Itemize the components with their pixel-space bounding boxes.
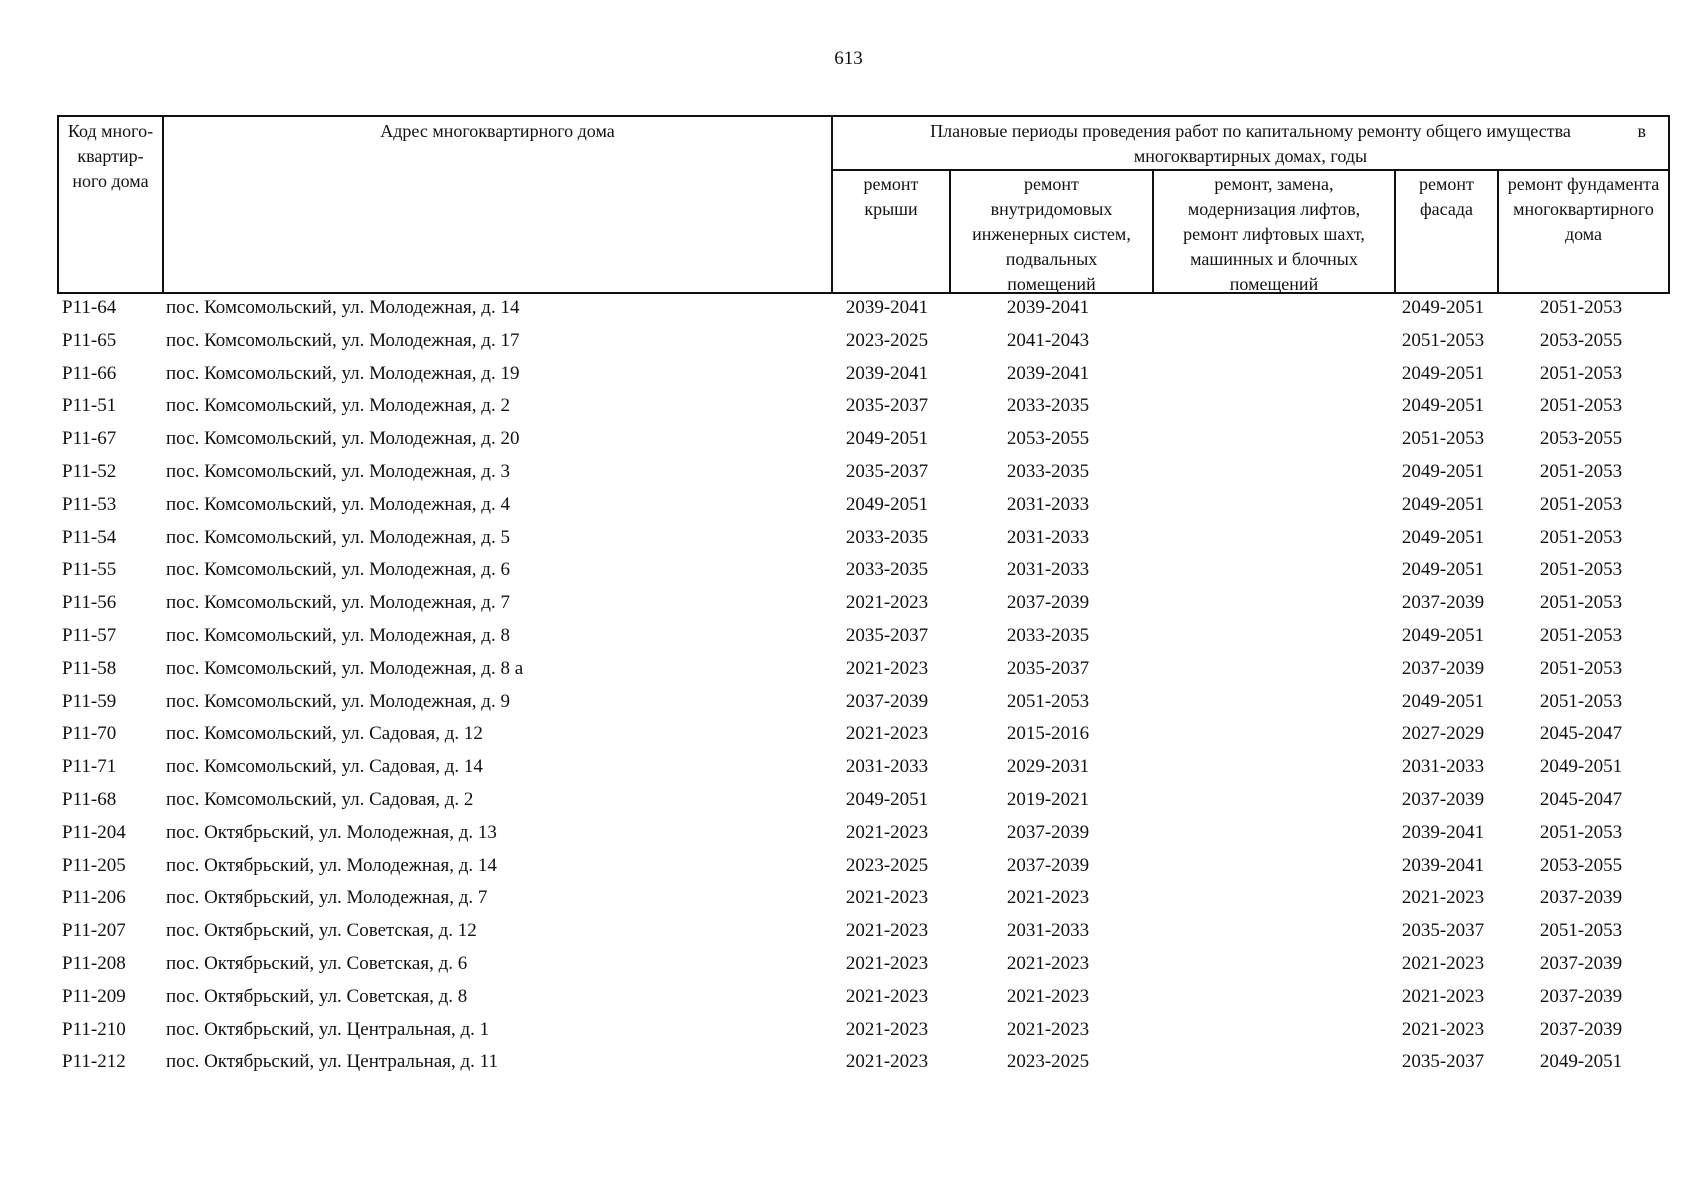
cell-roof: 2039-2041 [845,297,929,318]
cell-foundation: 2037-2039 [1539,1019,1623,1040]
cell-code: Р11-53 [62,494,117,515]
cell-systems: 2031-2033 [1006,559,1090,580]
cell-roof: 2023-2025 [845,330,929,351]
cell-roof: 2049-2051 [845,789,929,810]
cell-code: Р11-65 [62,330,117,351]
cell-roof: 2021-2023 [845,592,929,613]
cell-roof: 2035-2037 [845,625,929,646]
cell-foundation: 2051-2053 [1539,822,1623,843]
cell-facade: 2049-2051 [1401,527,1485,548]
cell-facade: 2039-2041 [1401,855,1485,876]
cell-facade: 2049-2051 [1401,559,1485,580]
cell-code: Р11-205 [62,855,126,876]
cell-code: Р11-64 [62,297,117,318]
cell-roof: 2023-2025 [845,855,929,876]
cell-code: Р11-208 [62,953,126,974]
cell-foundation: 2051-2053 [1539,625,1623,646]
cell-foundation: 2051-2053 [1539,297,1623,318]
cell-code: Р11-206 [62,887,126,908]
cell-address: пос. Октябрьский, ул. Молодежная, д. 7 [166,887,488,908]
header-address: Адрес многоквартирного дома [380,121,615,141]
cell-foundation: 2051-2053 [1539,363,1623,384]
cell-systems: 2031-2033 [1006,527,1090,548]
cell-systems: 2039-2041 [1006,297,1090,318]
cell-facade: 2035-2037 [1401,1051,1485,1072]
cell-foundation: 2053-2055 [1539,855,1623,876]
cell-foundation: 2051-2053 [1539,559,1623,580]
cell-code: Р11-52 [62,461,117,482]
cell-facade: 2049-2051 [1401,461,1485,482]
cell-foundation: 2051-2053 [1539,691,1623,712]
cell-roof: 2021-2023 [845,658,929,679]
cell-foundation: 2051-2053 [1539,920,1623,941]
cell-systems: 2053-2055 [1006,428,1090,449]
cell-roof: 2021-2023 [845,822,929,843]
cell-address: пос. Комсомольский, ул. Молодежная, д. 8 [166,625,510,646]
cell-roof: 2049-2051 [845,494,929,515]
cell-systems: 2037-2039 [1006,855,1090,876]
cell-code: Р11-68 [62,789,117,810]
cell-systems: 2021-2023 [1006,887,1090,908]
cell-facade: 2021-2023 [1401,887,1485,908]
cell-facade: 2049-2051 [1401,395,1485,416]
cell-code: Р11-209 [62,986,126,1007]
header-foundation: ремонт фундамента многоквартирного дома [1507,174,1660,244]
cell-address: пос. Комсомольский, ул. Молодежная, д. 14 [166,297,520,318]
cell-roof: 2021-2023 [845,920,929,941]
cell-roof: 2037-2039 [845,691,929,712]
cell-systems: 2035-2037 [1006,658,1090,679]
cell-facade: 2049-2051 [1401,691,1485,712]
cell-facade: 2039-2041 [1401,822,1485,843]
cell-address: пос. Комсомольский, ул. Молодежная, д. 4 [166,494,510,515]
cell-foundation: 2051-2053 [1539,658,1623,679]
cell-address: пос. Комсомольский, ул. Молодежная, д. 7 [166,592,510,613]
cell-facade: 2051-2053 [1401,330,1485,351]
cell-address: пос. Комсомольский, ул. Молодежная, д. 3 [166,461,510,482]
table-header [57,115,1670,294]
cell-code: Р11-51 [62,395,117,416]
cell-systems: 2033-2035 [1006,395,1090,416]
cell-roof: 2021-2023 [845,986,929,1007]
cell-code: Р11-67 [62,428,117,449]
cell-address: пос. Комсомольский, ул. Молодежная, д. 8 а [166,658,524,679]
cell-code: Р11-59 [62,691,117,712]
cell-facade: 2049-2051 [1401,363,1485,384]
cell-address: пос. Комсомольский, ул. Садовая, д. 14 [166,756,483,777]
cell-roof: 2031-2033 [845,756,929,777]
cell-foundation: 2045-2047 [1539,789,1623,810]
cell-address: пос. Октябрьский, ул. Центральная, д. 11 [166,1051,498,1072]
cell-facade: 2035-2037 [1401,920,1485,941]
cell-foundation: 2051-2053 [1539,494,1623,515]
cell-address: пос. Октябрьский, ул. Советская, д. 6 [166,953,468,974]
cell-systems: 2015-2016 [1006,723,1090,744]
cell-foundation: 2037-2039 [1539,986,1623,1007]
cell-foundation: 2053-2055 [1539,428,1623,449]
cell-foundation: 2037-2039 [1539,953,1623,974]
cell-foundation: 2049-2051 [1539,756,1623,777]
cell-systems: 2023-2025 [1006,1051,1090,1072]
cell-code: Р11-57 [62,625,117,646]
cell-code: Р11-210 [62,1019,126,1040]
cell-foundation: 2051-2053 [1539,395,1623,416]
cell-roof: 2035-2037 [845,461,929,482]
header-planned-periods: Плановые периоды проведения работ по капитальному ремонту общего имущества в многоквартирных домах, годы [930,121,1646,166]
cell-facade: 2049-2051 [1401,297,1485,318]
cell-code: Р11-58 [62,658,117,679]
cell-code: Р11-66 [62,363,117,384]
cell-code: Р11-70 [62,723,117,744]
cell-facade: 2031-2033 [1401,756,1485,777]
cell-facade: 2049-2051 [1401,494,1485,515]
cell-facade: 2037-2039 [1401,592,1485,613]
header-lifts: ремонт, замена, модернизация лифтов, ремонт лифтовых шахт, машинных и блочных помещений [1183,174,1365,294]
cell-address: пос. Октябрьский, ул. Советская, д. 12 [166,920,477,941]
cell-address: пос. Комсомольский, ул. Молодежная, д. 9 [166,691,510,712]
cell-address: пос. Комсомольский, ул. Молодежная, д. 17 [166,330,520,351]
cell-code: Р11-204 [62,822,126,843]
cell-foundation: 2045-2047 [1539,723,1623,744]
cell-roof: 2021-2023 [845,953,929,974]
cell-facade: 2027-2029 [1401,723,1485,744]
cell-code: Р11-207 [62,920,126,941]
cell-systems: 2029-2031 [1006,756,1090,777]
cell-systems: 2031-2033 [1006,920,1090,941]
header-roof: ремонт крыши [863,174,919,219]
header-systems: ремонт внутридомовых инженерных систем, подвальных помещений [972,174,1131,294]
cell-roof: 2033-2035 [845,559,929,580]
page-number: 613 [834,48,863,69]
cell-foundation: 2053-2055 [1539,330,1623,351]
cell-foundation: 2051-2053 [1539,527,1623,548]
cell-roof: 2035-2037 [845,395,929,416]
cell-systems: 2021-2023 [1006,953,1090,974]
cell-facade: 2021-2023 [1401,986,1485,1007]
cell-code: Р11-54 [62,527,117,548]
cell-roof: 2033-2035 [845,527,929,548]
cell-address: пос. Октябрьский, ул. Советская, д. 8 [166,986,468,1007]
cell-address: пос. Комсомольский, ул. Садовая, д. 2 [166,789,474,810]
cell-foundation: 2037-2039 [1539,887,1623,908]
cell-address: пос. Комсомольский, ул. Молодежная, д. 5 [166,527,510,548]
cell-roof: 2021-2023 [845,887,929,908]
cell-facade: 2021-2023 [1401,953,1485,974]
cell-address: пос. Комсомольский, ул. Садовая, д. 12 [166,723,483,744]
cell-code: Р11-71 [62,756,117,777]
cell-facade: 2037-2039 [1401,789,1485,810]
cell-address: пос. Октябрьский, ул. Центральная, д. 1 [166,1019,490,1040]
cell-systems: 2037-2039 [1006,822,1090,843]
header-facade: ремонт фасада [1419,174,1474,219]
cell-facade: 2037-2039 [1401,658,1485,679]
cell-systems: 2039-2041 [1006,363,1090,384]
cell-roof: 2021-2023 [845,1019,929,1040]
cell-foundation: 2051-2053 [1539,592,1623,613]
cell-code: Р11-56 [62,592,117,613]
cell-roof: 2021-2023 [845,1051,929,1072]
cell-facade: 2051-2053 [1401,428,1485,449]
cell-systems: 2051-2053 [1006,691,1090,712]
cell-systems: 2021-2023 [1006,986,1090,1007]
cell-address: пос. Комсомольский, ул. Молодежная, д. 2 [166,395,510,416]
cell-code: Р11-212 [62,1051,126,1072]
cell-code: Р11-55 [62,559,117,580]
cell-systems: 2033-2035 [1006,461,1090,482]
cell-address: пос. Комсомольский, ул. Молодежная, д. 6 [166,559,510,580]
cell-foundation: 2051-2053 [1539,461,1623,482]
cell-address: пос. Комсомольский, ул. Молодежная, д. 20 [166,428,520,449]
cell-roof: 2049-2051 [845,428,929,449]
cell-address: пос. Октябрьский, ул. Молодежная, д. 13 [166,822,497,843]
cell-systems: 2021-2023 [1006,1019,1090,1040]
cell-facade: 2049-2051 [1401,625,1485,646]
cell-systems: 2033-2035 [1006,625,1090,646]
header-code: Код много- квартир- ного дома [67,121,154,191]
cell-systems: 2037-2039 [1006,592,1090,613]
cell-roof: 2021-2023 [845,723,929,744]
cell-systems: 2031-2033 [1006,494,1090,515]
cell-systems: 2019-2021 [1006,789,1090,810]
cell-foundation: 2049-2051 [1539,1051,1623,1072]
cell-systems: 2041-2043 [1006,330,1090,351]
cell-address: пос. Октябрьский, ул. Молодежная, д. 14 [166,855,497,876]
cell-facade: 2021-2023 [1401,1019,1485,1040]
cell-address: пос. Комсомольский, ул. Молодежная, д. 19 [166,363,520,384]
cell-roof: 2039-2041 [845,363,929,384]
